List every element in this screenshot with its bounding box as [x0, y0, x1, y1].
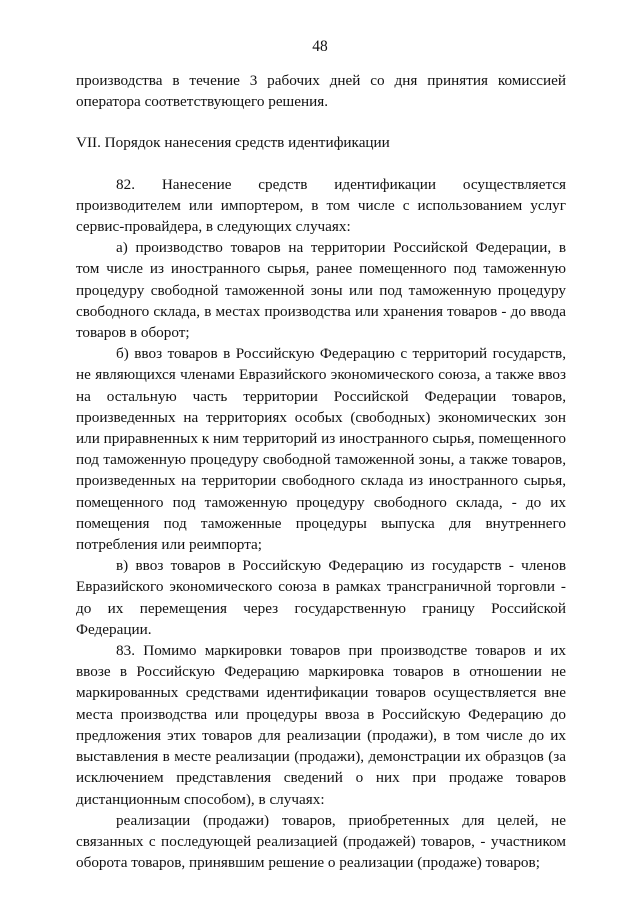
paragraph-83: 83. Помимо маркировки товаров при производстве товаров и их ввозе в Российскую Федерацию маркировка товаров в отношении не маркированных средствами идентификации товаров осуществляется вне места производства или процедуры ввоза в Российскую Федерацию до предложения этих товаров для реализации (продажи), в том числе до их выставления в месте реализации (продажи), демонстрации их образцов (за исключением представления сведений о них при продаже товаров дистанционным способом), в случаях: — [76, 642, 566, 808]
paragraph-82-v: в) ввоз товаров в Российскую Федерацию из государств - членов Евразийского экономического союза в рамках трансграничной торговли - до их перемещения через государственную границу Российской Федерации. — [76, 557, 566, 638]
paragraph-82: 82. Нанесение средств идентификации осуществляется производителем или импортером, в том числе с использованием услуг сервис-провайдера, в следующих случаях: — [76, 175, 566, 236]
paragraph-continuation: производства в течение 3 рабочих дней со дня принятия комиссией оператора соответствующего решения. — [76, 72, 566, 111]
section-heading: VII. Порядок нанесения средств идентификации — [76, 134, 390, 152]
paragraph-83-case: реализации (продажи) товаров, приобретенных для целей, не связанных с последующей реализацией (продажей) товаров, - участником оборота товаров, принявшим решение о реализации (продаже) товаров; — [76, 811, 566, 872]
paragraph-82-a: а) производство товаров на территории Российской Федерации, в том числе из иностранного сырья, ранее помещенного под таможенную процедуру свободной таможенной зоны или под таможенную процедуру свободного склада, в местах производства или хранения товаров - до ввода товаров в оборот; — [76, 239, 566, 342]
document-body — [76, 70, 566, 873]
paragraph-82-b: б) ввоз товаров в Российскую Федерацию с территорий государств, не являющихся членами Евразийского экономического союза, а также ввоз на остальную часть территории Российской Федерации товаров, произведенных на территориях особых (свободных) экономических зон или приравненных к ним территорий из иностранного сырья, помещенного под таможенную процедуру свободной таможенной зоны, а также товаров, произведенных на территории свободного склада из иностранного сырья, помещенного под таможенную процедуру свободного склада, - до их помещения под таможенные процедуры выпуска для внутреннего потребления или реимпорта; — [76, 345, 566, 554]
page-number: 48 — [312, 38, 328, 55]
